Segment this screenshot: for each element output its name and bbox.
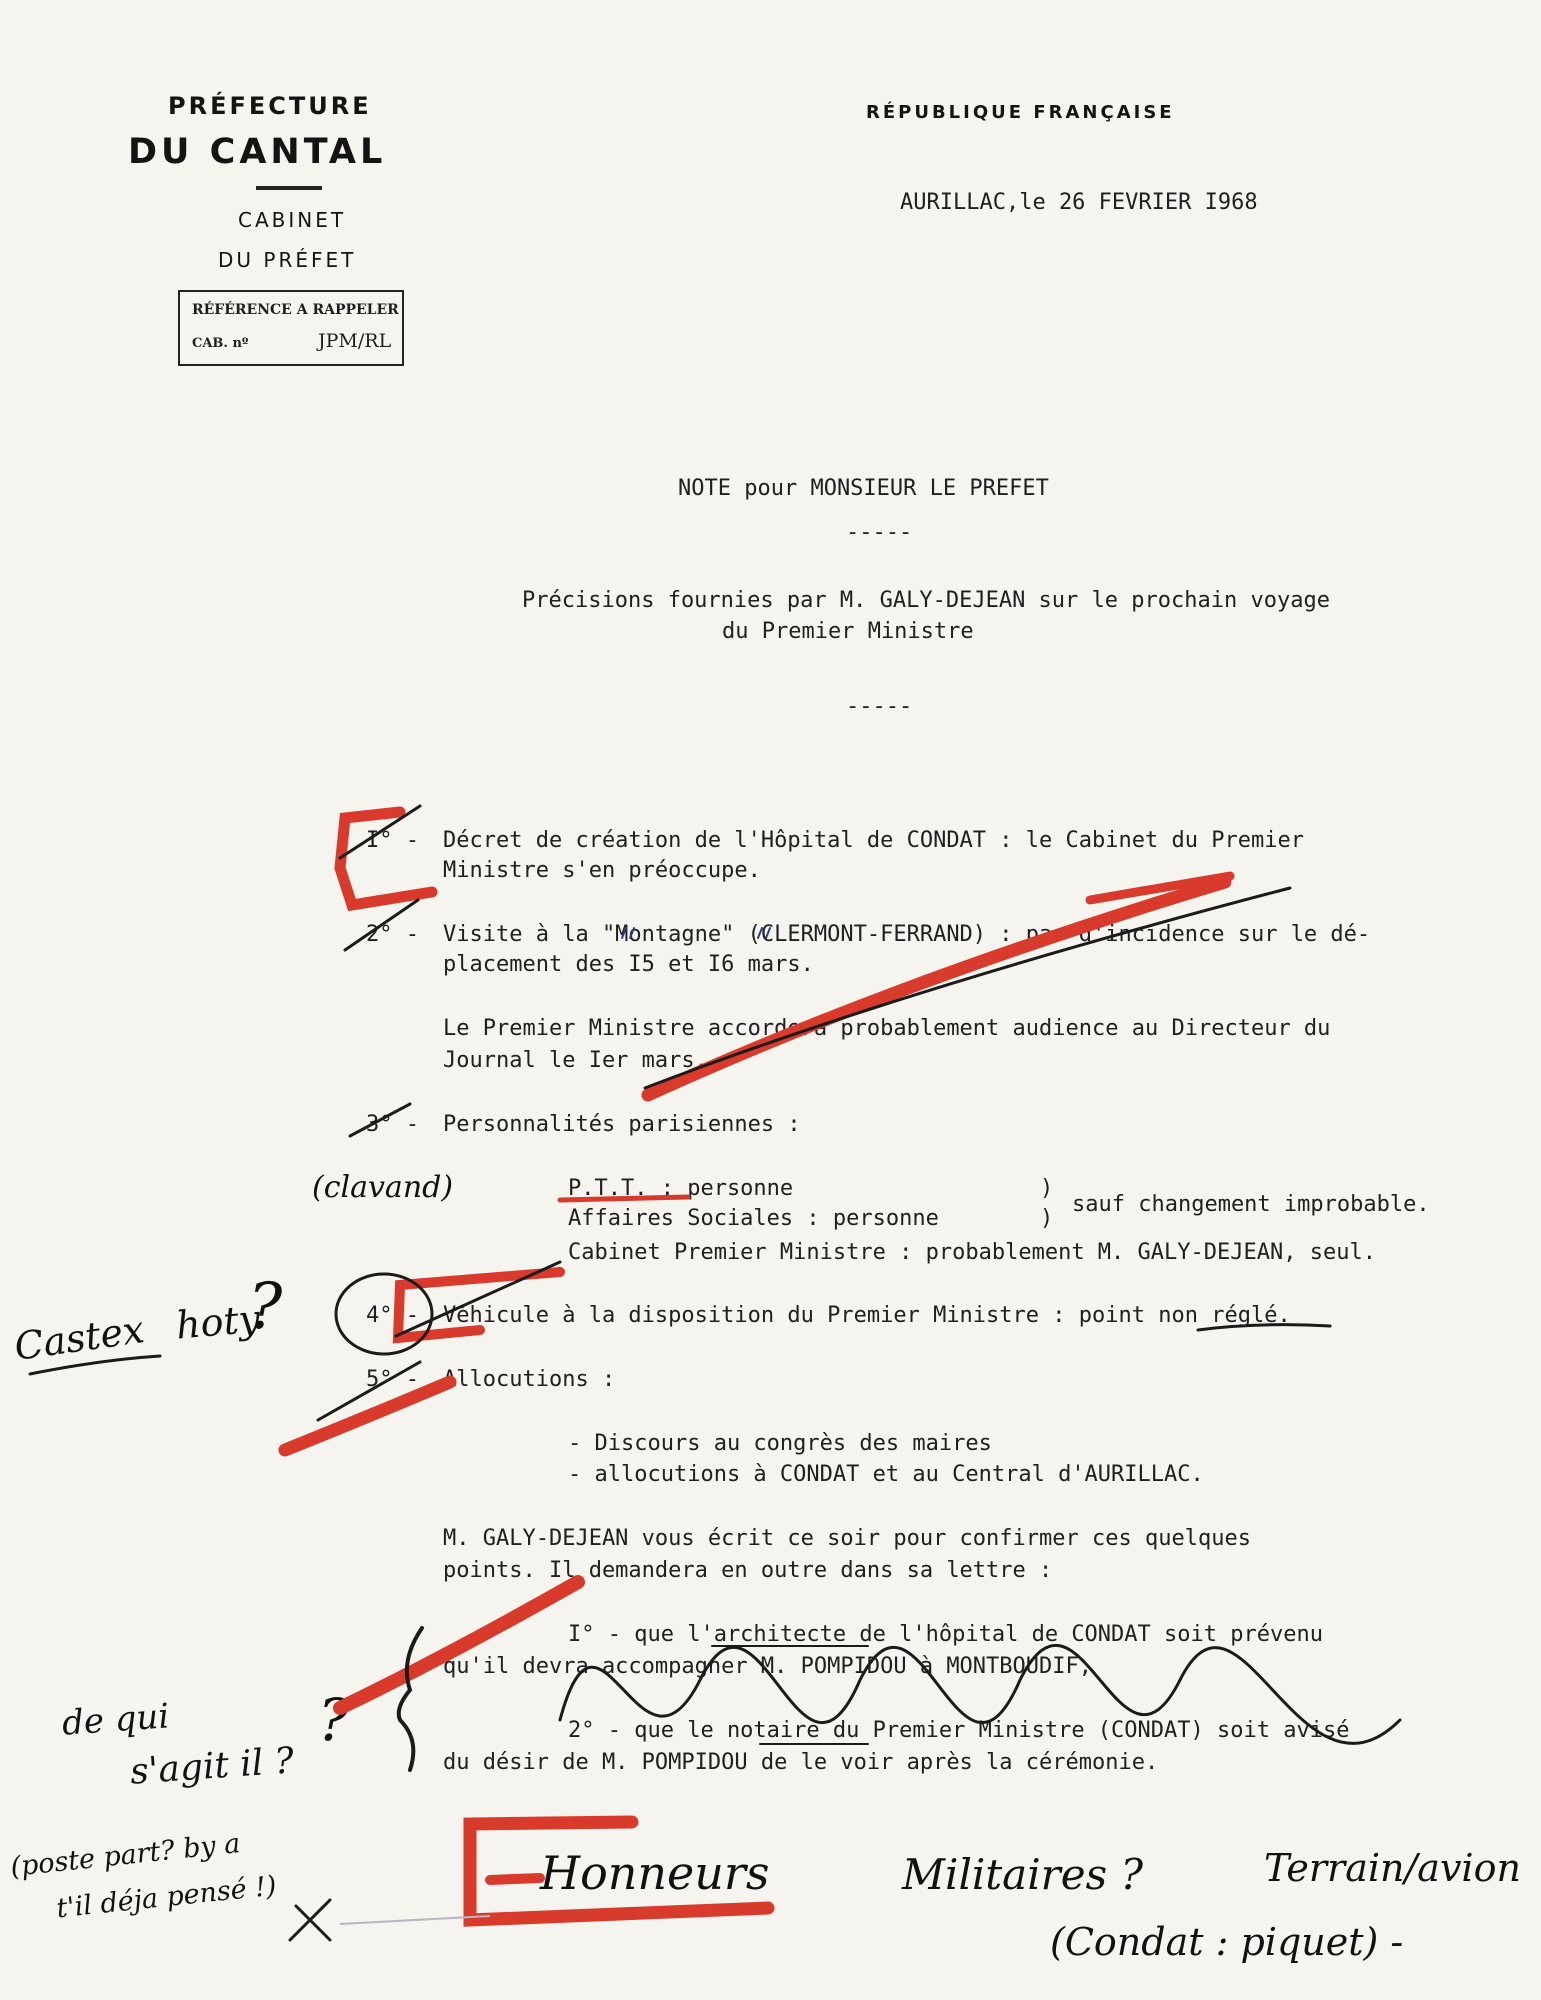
item1-line2: Ministre s'en préoccupe. bbox=[443, 858, 761, 883]
item3-sauf: sauf changement improbable. bbox=[1072, 1192, 1430, 1217]
item1-number: I° - bbox=[366, 828, 419, 853]
item3-line1: Personnalités parisiennes : bbox=[443, 1112, 801, 1137]
ink-underline-castex bbox=[30, 1356, 160, 1374]
item5-number: 5° - bbox=[366, 1367, 419, 1392]
note-title: NOTE pour MONSIEUR LE PREFET bbox=[678, 476, 1049, 501]
red-box-honneurs-inner bbox=[490, 1878, 540, 1880]
item3-paren2: ) bbox=[1040, 1206, 1054, 1231]
prefecture-line2: DU CANTAL bbox=[128, 132, 387, 172]
subject-line2: du Premier Ministre bbox=[722, 619, 974, 644]
red-underline-ptt bbox=[560, 1197, 688, 1200]
closing-line2: points. Il demandera en outre dans sa lettre : bbox=[443, 1558, 1053, 1583]
reference-label: RÉFÉRENCE A RAPPELER bbox=[192, 302, 399, 318]
item3-paren1: ) bbox=[1040, 1176, 1054, 1201]
cab-label: CAB. nº bbox=[192, 336, 249, 351]
item5-bullet1: - Discours au congrès des maires bbox=[568, 1431, 992, 1456]
cabinet-line1: CABINET bbox=[238, 208, 347, 232]
red-pencil-marks bbox=[285, 812, 1230, 1920]
handwritten-post-1: (poste part? by a bbox=[9, 1828, 242, 1883]
red-box-honneurs bbox=[470, 1822, 768, 1920]
ink-strike-item4 bbox=[396, 1262, 560, 1336]
ink-strike-item3 bbox=[350, 1104, 410, 1136]
item1-line1: Décret de création de l'Hôpital de CONDAT : le Cabinet du Premier bbox=[443, 828, 1304, 853]
point2-line2: du désir de M. POMPIDOU de le voir après la cérémonie. bbox=[443, 1750, 1159, 1775]
handwritten-question2: ? bbox=[318, 1686, 350, 1754]
item4-line1: Véhicule à la disposition du Premier Ministre : point non réglé. bbox=[443, 1303, 1291, 1328]
item2-line4: Journal le Ier mars. bbox=[443, 1048, 708, 1073]
item2-line2: placement des I5 et I6 mars. bbox=[443, 952, 814, 977]
place-date: AURILLAC,le 26 FEVRIER I968 bbox=[900, 190, 1258, 215]
item2-number: 2° - bbox=[366, 922, 419, 947]
blue-ink-marks bbox=[622, 928, 770, 938]
handwritten-question1: ? bbox=[248, 1270, 283, 1344]
handwritten-de-qui-2: s'agit il ? bbox=[128, 1740, 296, 1793]
item3-affaires: Affaires Sociales : personne bbox=[568, 1206, 939, 1231]
item5-line1: Allocutions : bbox=[443, 1367, 616, 1392]
cab-value: JPM/RL bbox=[318, 330, 392, 352]
red-strike-points bbox=[340, 1582, 578, 1708]
point1-line1: I° - que l'architecte de l'hôpital de CONDAT soit prévenu bbox=[568, 1622, 1323, 1647]
separator-2: ----- bbox=[846, 694, 913, 719]
separator-1: ----- bbox=[846, 520, 913, 545]
handwritten-castex: Castex bbox=[11, 1307, 147, 1369]
closing-line1: M. GALY-DEJEAN vous écrit ce soir pour confirmer ces quelques bbox=[443, 1526, 1251, 1551]
ink-brace bbox=[399, 1628, 422, 1770]
item5-bullet2: - allocutions à CONDAT et au Central d'AURILLAC. bbox=[568, 1462, 1204, 1487]
item3-number: 3° - bbox=[366, 1112, 419, 1137]
item3-cabinet: Cabinet Premier Ministre : probablement M. GALY-DEJEAN, seul. bbox=[568, 1240, 1376, 1265]
point2-line1: 2° - que le notaire du Premier Ministre (CONDAT) soit avisé bbox=[568, 1718, 1350, 1743]
red-bracket-item4 bbox=[398, 1272, 560, 1338]
handwritten-hoty: hoty bbox=[174, 1296, 262, 1348]
ink-circle-item4 bbox=[336, 1274, 432, 1354]
handwritten-post-2: t'il déja pensé !) bbox=[54, 1870, 278, 1925]
ink-marks bbox=[30, 806, 1400, 1940]
handwritten-terrain: Terrain/avion bbox=[1264, 1846, 1521, 1890]
handwritten-honneurs: Honneurs bbox=[540, 1846, 770, 1900]
subject-line1: Précisions fournies par M. GALY-DEJEAN sur le prochain voyage bbox=[522, 588, 1330, 613]
handwritten-clavand: (clavand) bbox=[312, 1170, 454, 1205]
red-bracket-item1 bbox=[340, 812, 432, 905]
blue-quote-right bbox=[758, 928, 770, 938]
republic-header: RÉPUBLIQUE FRANÇAISE bbox=[866, 102, 1175, 123]
item2-line1: Visite à la "Montagne" (CLERMONT-FERRAND) : pas d'incidence sur le dé- bbox=[443, 922, 1371, 947]
ink-wave bbox=[560, 1645, 1400, 1743]
point1-line2: qu'il devra accompagner M. POMPIDOU à MONTBOUDIF, bbox=[443, 1654, 1093, 1679]
handwritten-militaires: Militaires ? bbox=[902, 1850, 1144, 1899]
ink-underline-point bbox=[1198, 1325, 1330, 1330]
item3-ptt: P.T.T. : personne bbox=[568, 1176, 794, 1201]
handwritten-condat: (Condat : piquet) - bbox=[1050, 1920, 1404, 1964]
prefecture-line1: PRÉFECTURE bbox=[168, 92, 372, 120]
blue-quote-left bbox=[622, 928, 634, 938]
item2-line3: Le Premier Ministre accordera probablement audience au Directeur du bbox=[443, 1016, 1331, 1041]
item4-number: 4° - bbox=[366, 1303, 419, 1328]
handwritten-de-qui-1: de qui bbox=[60, 1696, 171, 1744]
ink-cross bbox=[290, 1900, 330, 1940]
cabinet-line2: DU PRÉFET bbox=[218, 248, 357, 272]
